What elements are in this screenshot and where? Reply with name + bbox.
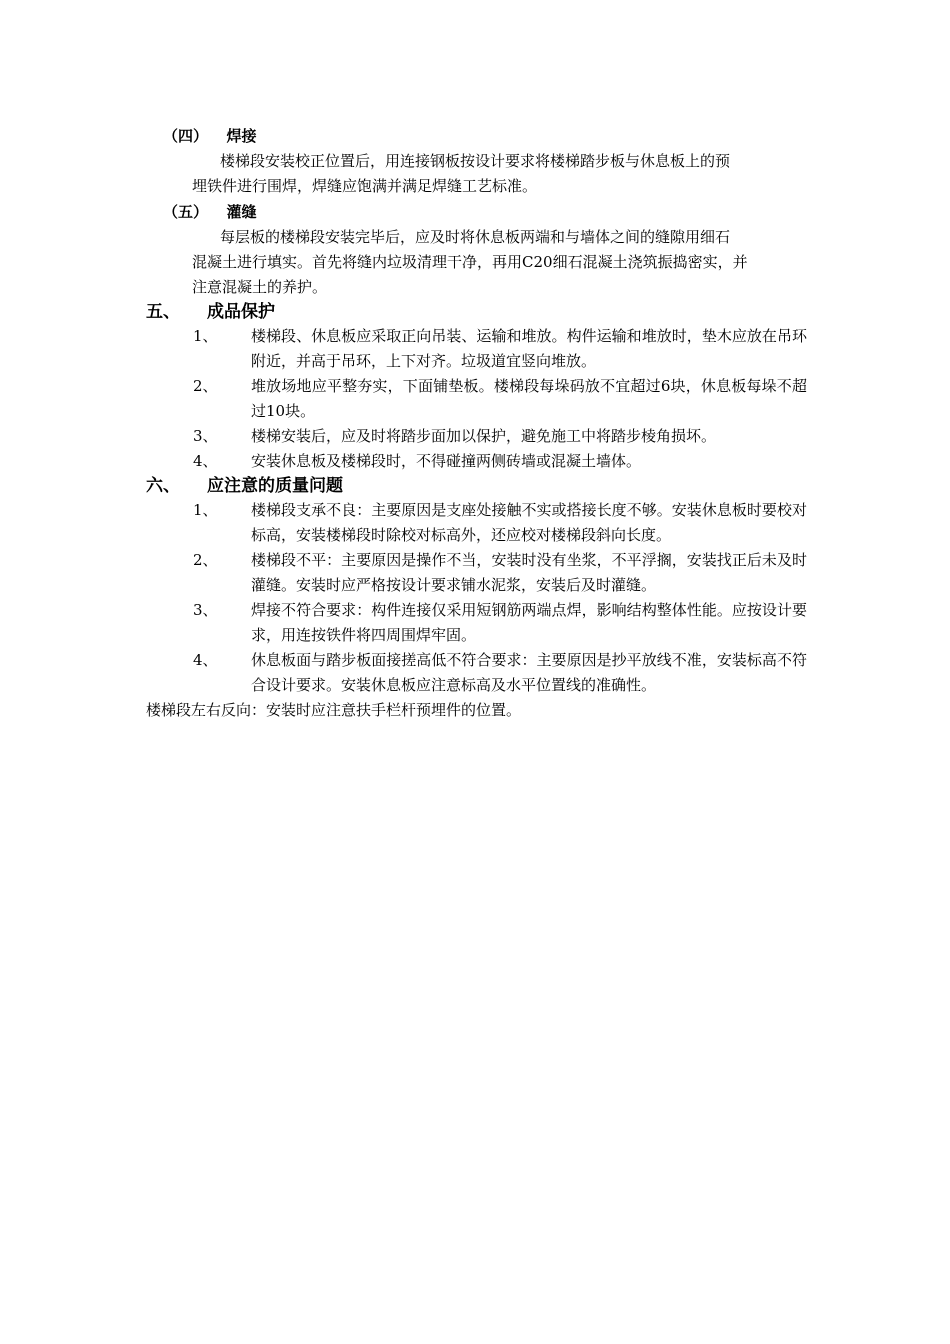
welding-heading-num: （四）	[163, 127, 209, 145]
grouting-para-line3: 注意混凝土的养护。	[192, 278, 328, 296]
protection-heading-num: 五、	[146, 302, 180, 322]
quality-item-3-text: 焊接不符合要求：构件连接仅采用短钢筋两端点焊，影响结构整体性能。应按设计要求，用连按铁件将四周围焊牢固。	[251, 601, 807, 644]
quality-item-3-num: 3、	[193, 601, 218, 619]
quality-heading-title: 应注意的质量问题	[207, 476, 343, 496]
grouting-para-line2: 混凝土进行填实。首先将缝内垃圾清理干净，再用C20细石混凝土浇筑振捣密实，并	[192, 253, 748, 271]
protection-item-1-num: 1、	[193, 327, 218, 345]
protection-item-4-text: 安装休息板及楼梯段时，不得碰撞两侧砖墙或混凝土墙体。	[251, 452, 642, 470]
quality-item-2-num: 2、	[193, 551, 218, 569]
welding-para-line2: 埋铁件进行围焊，焊缝应饱满并满足焊缝工艺标准。	[192, 177, 538, 195]
protection-item-1-text: 楼梯段、休息板应采取正向吊装、运输和堆放。构件运输和堆放时，垫木应放在吊环附近，并高于吊环，上下对齐。垃圾道宜竖向堆放。	[251, 327, 807, 370]
protection-item-2-text: 堆放场地应平整夯实，下面铺垫板。楼梯段每垛码放不宜超过6块，休息板每垛不超过10块。	[251, 377, 807, 420]
welding-heading	[163, 124, 257, 149]
quality-item-4-num: 4、	[193, 651, 218, 669]
grouting-heading-num: （五）	[163, 203, 209, 221]
protection-item-4-num: 4、	[193, 452, 218, 470]
quality-item-2-text: 楼梯段不平：主要原因是操作不当，安装时没有坐浆，不平浮搁，安装找正后未及时灌缝。安装时应严格按设计要求铺水泥浆，安装后及时灌缝。	[251, 551, 807, 594]
protection-heading-title: 成品保护	[207, 302, 275, 322]
grouting-heading	[163, 200, 257, 225]
protection-item-3-num: 3、	[193, 427, 218, 445]
welding-heading-title: 焊接	[226, 127, 257, 145]
welding-para-line1: 楼梯段安装校正位置后，用连接钢板按设计要求将楼梯踏步板与休息板上的预	[220, 152, 731, 170]
grouting-para-line1: 每层板的楼梯段安装完毕后，应及时将休息板两端和与墙体之间的缝隙用细石	[220, 228, 731, 246]
protection-item-2-num: 2、	[193, 377, 218, 395]
quality-item-4-text: 休息板面与踏步板面接搓高低不符合要求：主要原因是抄平放线不准，安装标高不符合设计要求。安装休息板应注意标高及水平位置线的准确性。	[251, 651, 807, 694]
quality-item-1-text: 楼梯段支承不良：主要原因是支座处接触不实或搭接长度不够。安装休息板时要校对标高，安装楼梯段时除校对标高外，还应校对楼梯段斜向长度。	[251, 501, 807, 544]
quality-heading	[146, 474, 180, 499]
grouting-heading-title: 灌缝	[226, 203, 257, 221]
protection-item-3-text: 楼梯安装后，应及时将踏步面加以保护，避免施工中将踏步棱角损坏。	[251, 427, 717, 445]
quality-item-1-num: 1、	[193, 501, 218, 519]
protection-heading	[146, 300, 180, 325]
quality-trailing-note: 楼梯段左右反向：安装时应注意扶手栏杆预埋件的位置。	[146, 701, 522, 719]
quality-heading-num: 六、	[146, 476, 180, 496]
